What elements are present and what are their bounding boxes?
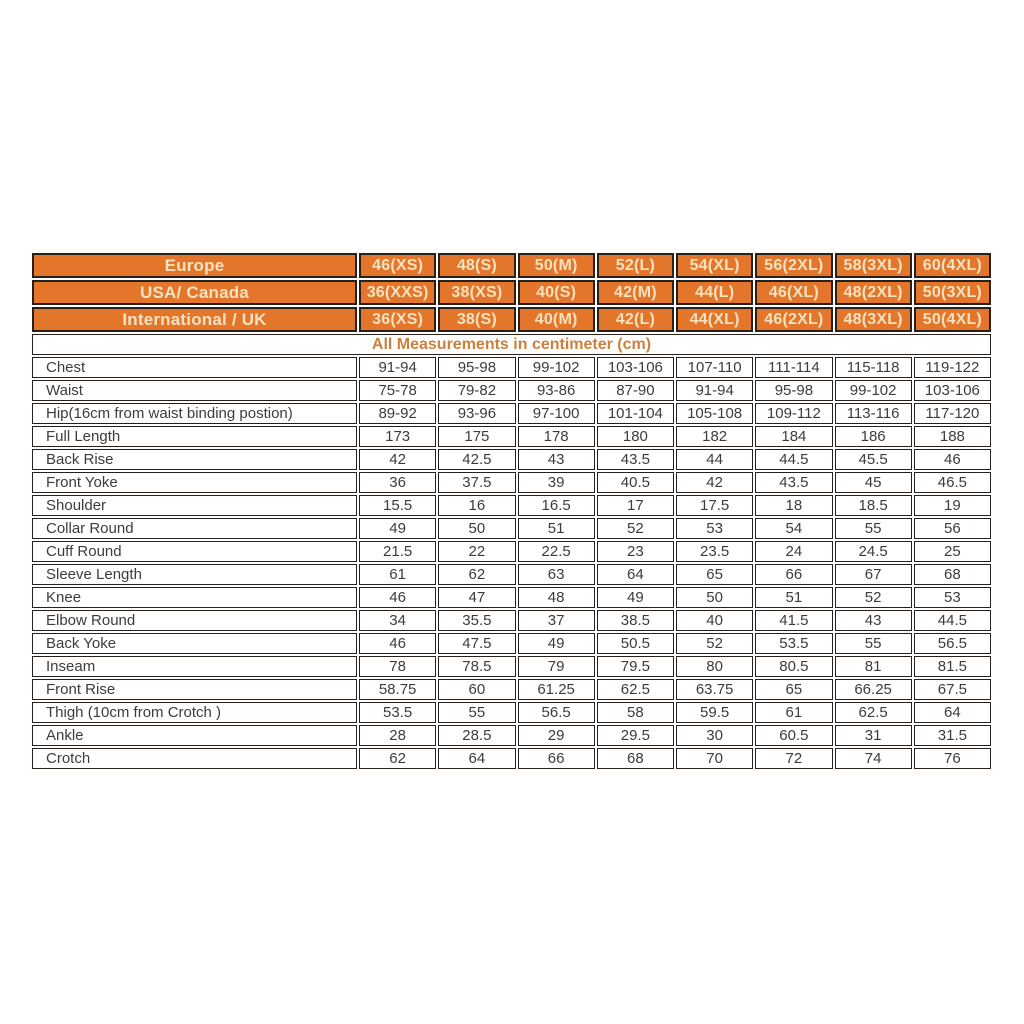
measurement-value: 53 xyxy=(914,587,991,608)
measurement-value: 99-102 xyxy=(518,357,595,378)
measurement-value: 61.25 xyxy=(518,679,595,700)
measurement-value: 19 xyxy=(914,495,991,516)
measurement-value: 15.5 xyxy=(359,495,436,516)
measurement-value: 63.75 xyxy=(676,679,753,700)
measurement-value: 18 xyxy=(755,495,832,516)
size-chart-header xyxy=(32,253,991,332)
measurement-value: 105-108 xyxy=(676,403,753,424)
measurement-row xyxy=(32,380,991,401)
measurement-value: 17 xyxy=(597,495,674,516)
measurement-value: 60.5 xyxy=(755,725,832,746)
measurement-value: 50.5 xyxy=(597,633,674,654)
measurement-value: 53.5 xyxy=(359,702,436,723)
measurement-value: 68 xyxy=(597,748,674,769)
measurement-value: 103-106 xyxy=(914,380,991,401)
measurement-value: 70 xyxy=(676,748,753,769)
size-cell: 36(XXS) xyxy=(359,280,436,305)
size-cell: 42(M) xyxy=(597,280,674,305)
measurement-value: 66 xyxy=(755,564,832,585)
measurement-value: 18.5 xyxy=(835,495,912,516)
measurement-value: 64 xyxy=(438,748,515,769)
measurement-row xyxy=(32,541,991,562)
size-cell: 36(XS) xyxy=(359,307,436,332)
measurement-value: 188 xyxy=(914,426,991,447)
measurement-label: Crotch xyxy=(32,748,357,769)
size-chart-table xyxy=(30,251,993,771)
measurement-row xyxy=(32,725,991,746)
measurement-label: Elbow Round xyxy=(32,610,357,631)
size-cell: 48(2XL) xyxy=(835,280,912,305)
region-label: USA/ Canada xyxy=(32,280,357,305)
size-cell: 38(XS) xyxy=(438,280,515,305)
measurement-value: 25 xyxy=(914,541,991,562)
measurement-value: 79.5 xyxy=(597,656,674,677)
measurement-value: 184 xyxy=(755,426,832,447)
measurement-value: 36 xyxy=(359,472,436,493)
measurement-label: Inseam xyxy=(32,656,357,677)
measurement-value: 97-100 xyxy=(518,403,595,424)
measurement-value: 62.5 xyxy=(835,702,912,723)
measurement-value: 81.5 xyxy=(914,656,991,677)
measurement-value: 79-82 xyxy=(438,380,515,401)
region-header-row xyxy=(32,307,991,332)
measurement-label: Back Rise xyxy=(32,449,357,470)
measurement-value: 76 xyxy=(914,748,991,769)
region-header-row xyxy=(32,253,991,278)
measurement-value: 40 xyxy=(676,610,753,631)
measurement-row xyxy=(32,679,991,700)
measurement-value: 51 xyxy=(518,518,595,539)
measurement-value: 93-86 xyxy=(518,380,595,401)
measurement-value: 53.5 xyxy=(755,633,832,654)
measurement-label: Chest xyxy=(32,357,357,378)
measurement-value: 16 xyxy=(438,495,515,516)
measurement-row xyxy=(32,426,991,447)
measurement-value: 34 xyxy=(359,610,436,631)
measurement-value: 52 xyxy=(835,587,912,608)
measurement-row xyxy=(32,449,991,470)
size-chart-body xyxy=(32,334,991,769)
size-cell: 50(3XL) xyxy=(914,280,991,305)
size-cell: 48(3XL) xyxy=(835,307,912,332)
measurement-value: 37.5 xyxy=(438,472,515,493)
measurement-value: 40.5 xyxy=(597,472,674,493)
measurement-value: 41.5 xyxy=(755,610,832,631)
measurement-row xyxy=(32,472,991,493)
measurement-value: 61 xyxy=(755,702,832,723)
measurement-label: Collar Round xyxy=(32,518,357,539)
measurement-value: 35.5 xyxy=(438,610,515,631)
measurement-value: 80.5 xyxy=(755,656,832,677)
measurement-row xyxy=(32,403,991,424)
measurement-value: 46 xyxy=(359,633,436,654)
size-cell: 44(L) xyxy=(676,280,753,305)
measurement-value: 16.5 xyxy=(518,495,595,516)
measurement-value: 17.5 xyxy=(676,495,753,516)
measurement-label: Cuff Round xyxy=(32,541,357,562)
measurement-value: 91-94 xyxy=(676,380,753,401)
measurement-value: 22.5 xyxy=(518,541,595,562)
measurement-value: 24 xyxy=(755,541,832,562)
measurement-value: 117-120 xyxy=(914,403,991,424)
size-cell: 44(XL) xyxy=(676,307,753,332)
measurement-value: 58.75 xyxy=(359,679,436,700)
measurement-label: Shoulder xyxy=(32,495,357,516)
measurement-value: 29.5 xyxy=(597,725,674,746)
size-cell: 46(XS) xyxy=(359,253,436,278)
measurement-value: 182 xyxy=(676,426,753,447)
measurement-value: 38.5 xyxy=(597,610,674,631)
measurement-label: Knee xyxy=(32,587,357,608)
measurement-row xyxy=(32,357,991,378)
size-cell: 40(S) xyxy=(518,280,595,305)
measurement-row xyxy=(32,518,991,539)
measurement-value: 61 xyxy=(359,564,436,585)
measurement-value: 55 xyxy=(438,702,515,723)
measurement-value: 173 xyxy=(359,426,436,447)
measurement-value: 93-96 xyxy=(438,403,515,424)
measurement-value: 55 xyxy=(835,518,912,539)
size-chart xyxy=(30,251,993,771)
measurement-value: 186 xyxy=(835,426,912,447)
measurement-value: 49 xyxy=(359,518,436,539)
measurement-value: 95-98 xyxy=(438,357,515,378)
measurement-value: 47.5 xyxy=(438,633,515,654)
measurement-label: Front Yoke xyxy=(32,472,357,493)
size-cell: 58(3XL) xyxy=(835,253,912,278)
measurement-value: 30 xyxy=(676,725,753,746)
measurement-label: Back Yoke xyxy=(32,633,357,654)
measurement-value: 58 xyxy=(597,702,674,723)
measurement-value: 91-94 xyxy=(359,357,436,378)
size-cell: 42(L) xyxy=(597,307,674,332)
measurement-value: 31.5 xyxy=(914,725,991,746)
measurement-value: 60 xyxy=(438,679,515,700)
measurement-row xyxy=(32,610,991,631)
measurement-row xyxy=(32,587,991,608)
size-cell: 46(2XL) xyxy=(755,307,832,332)
measurement-value: 31 xyxy=(835,725,912,746)
measurement-value: 64 xyxy=(914,702,991,723)
size-cell: 40(M) xyxy=(518,307,595,332)
size-cell: 56(2XL) xyxy=(755,253,832,278)
region-label: Europe xyxy=(32,253,357,278)
size-cell: 50(4XL) xyxy=(914,307,991,332)
measurement-value: 95-98 xyxy=(755,380,832,401)
measurement-value: 29 xyxy=(518,725,595,746)
measurement-label: Ankle xyxy=(32,725,357,746)
measurement-value: 52 xyxy=(676,633,753,654)
measurement-value: 46 xyxy=(359,587,436,608)
measurement-value: 55 xyxy=(835,633,912,654)
measurement-value: 72 xyxy=(755,748,832,769)
measurement-value: 23 xyxy=(597,541,674,562)
region-header-row xyxy=(32,280,991,305)
size-cell: 48(S) xyxy=(438,253,515,278)
measurement-value: 119-122 xyxy=(914,357,991,378)
measurement-value: 180 xyxy=(597,426,674,447)
measurement-value: 99-102 xyxy=(835,380,912,401)
measurement-label: Thigh (10cm from Crotch ) xyxy=(32,702,357,723)
measurement-row xyxy=(32,633,991,654)
measurement-value: 43.5 xyxy=(597,449,674,470)
measurement-row xyxy=(32,495,991,516)
measurement-value: 178 xyxy=(518,426,595,447)
measurement-value: 109-112 xyxy=(755,403,832,424)
measurement-value: 48 xyxy=(518,587,595,608)
measurement-value: 115-118 xyxy=(835,357,912,378)
measurement-value: 28.5 xyxy=(438,725,515,746)
measurement-value: 87-90 xyxy=(597,380,674,401)
measurement-value: 89-92 xyxy=(359,403,436,424)
measurement-value: 68 xyxy=(914,564,991,585)
size-cell: 38(S) xyxy=(438,307,515,332)
measurement-value: 64 xyxy=(597,564,674,585)
measurement-value: 101-104 xyxy=(597,403,674,424)
measurement-value: 62.5 xyxy=(597,679,674,700)
measurement-value: 63 xyxy=(518,564,595,585)
measurement-value: 78 xyxy=(359,656,436,677)
measurement-label: Waist xyxy=(32,380,357,401)
size-cell: 46(XL) xyxy=(755,280,832,305)
measurement-value: 66.25 xyxy=(835,679,912,700)
measurement-value: 37 xyxy=(518,610,595,631)
measurement-value: 46.5 xyxy=(914,472,991,493)
measurement-value: 56.5 xyxy=(518,702,595,723)
measurement-value: 49 xyxy=(597,587,674,608)
measurement-value: 74 xyxy=(835,748,912,769)
measurement-value: 21.5 xyxy=(359,541,436,562)
measurement-value: 67.5 xyxy=(914,679,991,700)
measurement-row xyxy=(32,748,991,769)
measurement-value: 39 xyxy=(518,472,595,493)
measurement-value: 62 xyxy=(359,748,436,769)
measurement-value: 54 xyxy=(755,518,832,539)
measurement-value: 175 xyxy=(438,426,515,447)
measurement-value: 43.5 xyxy=(755,472,832,493)
size-cell: 52(L) xyxy=(597,253,674,278)
measurement-value: 44.5 xyxy=(914,610,991,631)
measurement-value: 50 xyxy=(676,587,753,608)
measurement-value: 51 xyxy=(755,587,832,608)
region-label: International / UK xyxy=(32,307,357,332)
measurement-unit-note: All Measurements in centimeter (cm) xyxy=(32,334,991,355)
measurement-value: 66 xyxy=(518,748,595,769)
measurement-value: 43 xyxy=(835,610,912,631)
measurement-value: 65 xyxy=(755,679,832,700)
measurement-value: 78.5 xyxy=(438,656,515,677)
measurement-value: 22 xyxy=(438,541,515,562)
measurement-value: 111-114 xyxy=(755,357,832,378)
measurement-value: 59.5 xyxy=(676,702,753,723)
measurement-value: 49 xyxy=(518,633,595,654)
measurement-value: 43 xyxy=(518,449,595,470)
measurement-row xyxy=(32,564,991,585)
size-cell: 50(M) xyxy=(518,253,595,278)
size-cell: 54(XL) xyxy=(676,253,753,278)
measurement-value: 65 xyxy=(676,564,753,585)
measurement-row xyxy=(32,702,991,723)
measurement-value: 45.5 xyxy=(835,449,912,470)
measurement-value: 53 xyxy=(676,518,753,539)
measurement-value: 42.5 xyxy=(438,449,515,470)
measurement-value: 47 xyxy=(438,587,515,608)
measurement-label: Sleeve Length xyxy=(32,564,357,585)
size-cell: 60(4XL) xyxy=(914,253,991,278)
measurement-value: 45 xyxy=(835,472,912,493)
measurement-value: 44 xyxy=(676,449,753,470)
measurement-label: Full Length xyxy=(32,426,357,447)
measurement-value: 28 xyxy=(359,725,436,746)
measurement-value: 62 xyxy=(438,564,515,585)
measurement-label: Front Rise xyxy=(32,679,357,700)
measurement-value: 23.5 xyxy=(676,541,753,562)
measurement-value: 113-116 xyxy=(835,403,912,424)
measurement-value: 56 xyxy=(914,518,991,539)
measurement-value: 42 xyxy=(676,472,753,493)
measurement-value: 52 xyxy=(597,518,674,539)
measurement-value: 44.5 xyxy=(755,449,832,470)
measurement-label: Hip(16cm from waist binding postion) xyxy=(32,403,357,424)
measurement-value: 42 xyxy=(359,449,436,470)
measurement-value: 67 xyxy=(835,564,912,585)
note-row xyxy=(32,334,991,355)
measurement-value: 75-78 xyxy=(359,380,436,401)
measurement-value: 24.5 xyxy=(835,541,912,562)
measurement-value: 56.5 xyxy=(914,633,991,654)
measurement-value: 79 xyxy=(518,656,595,677)
measurement-value: 46 xyxy=(914,449,991,470)
measurement-value: 50 xyxy=(438,518,515,539)
measurement-value: 103-106 xyxy=(597,357,674,378)
measurement-value: 81 xyxy=(835,656,912,677)
measurement-value: 80 xyxy=(676,656,753,677)
measurement-row xyxy=(32,656,991,677)
measurement-value: 107-110 xyxy=(676,357,753,378)
